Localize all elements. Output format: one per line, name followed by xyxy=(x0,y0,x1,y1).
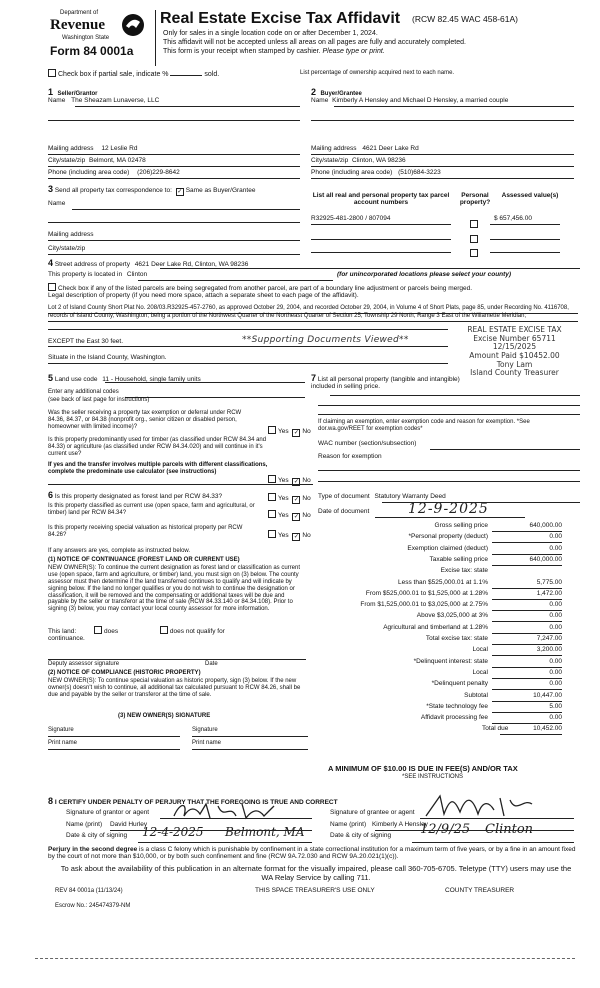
seller-phone[interactable]: (206)229-8642 xyxy=(137,169,180,176)
parcel-number[interactable]: R32925-481-2800 / 807094 xyxy=(311,215,391,222)
tax-row-label: From $1,525,000.01 to $3,025,000 at 2.75% xyxy=(360,601,488,608)
tax-row-label: *State technology fee xyxy=(426,703,488,710)
s5-q2b: If yes and the transfer involves multiple parcels with different classifications, complete the predominate use calculator (see instructions) xyxy=(48,462,268,475)
seller-phone-label: Phone (including area code) xyxy=(48,169,130,176)
minimum-due-note: A MINIMUM OF $10.00 IS DUE IN FEE(S) AND/OR TAX xyxy=(328,764,518,773)
tax-row-value[interactable]: 5,775.00 xyxy=(492,579,562,589)
grantor-signature[interactable] xyxy=(170,800,280,826)
s6-q3-answer: Yes ✓ No xyxy=(266,530,311,541)
s6-n2-title: (2) NOTICE OF COMPLIANCE (HISTORIC PROPERTY) xyxy=(48,670,201,676)
buyer-phone-label: Phone (including area code) xyxy=(311,169,393,176)
s4-situate: Situate in the Island County, Washington. xyxy=(48,354,167,361)
tax-row-label: Gross selling price xyxy=(434,522,488,529)
stamp-line-4: Amount Paid $10452.00 xyxy=(469,350,560,360)
stamp-line-2: Excise Number 65711 xyxy=(473,333,556,343)
doc-date-label: Date of document xyxy=(318,508,370,515)
ownership-note: List percentage of ownership acquired next to each name. xyxy=(300,70,455,76)
dept-line3: Washington State xyxy=(62,35,110,41)
buyer-phone[interactable]: (510)684-3223 xyxy=(398,169,441,176)
s6-n3-title: (3) NEW OWNER(S) SIGNATURE xyxy=(118,713,211,719)
buyer-name[interactable]: Kimberly A Hensley and Michael D Hensley, a married couple xyxy=(332,97,509,104)
wa-logo-icon xyxy=(120,12,146,38)
seller-city-label: City/state/zip xyxy=(48,157,86,164)
header-note-2: This affidavit will not be accepted unless all areas on all pages are fully and accurately completed. xyxy=(163,39,466,46)
perjury-certify: I CERTIFY UNDER PENALTY OF PERJURY THAT THE FOREGOING IS TRUE AND CORRECT xyxy=(54,799,338,806)
s6-q2-yes-checkbox[interactable] xyxy=(268,510,276,518)
s3-name-label: Name xyxy=(48,200,66,207)
s4-legal-label: Legal description of property (if you need more space, attach a separate sheet to each page of the affidavit). xyxy=(48,292,359,299)
buyer-city[interactable]: Clinton, WA 98236 xyxy=(352,157,406,164)
seller-mail-label: Mailing address xyxy=(48,145,94,152)
grantor-date-label: Date & city of signing xyxy=(66,832,128,839)
tax-row-value[interactable]: 0.00 xyxy=(492,669,562,679)
doc-type-label: Type of document xyxy=(318,493,370,500)
s6-n2-body: NEW OWNER(S): To continue special valuation as historic property, sign (3) below. If the new owner(s) doesn't wish to continue, all additional tax calculated pursuant to RCW 84.26, shall be due and payable by the seller or transferor at the time of sale. xyxy=(48,678,301,698)
tax-row-label: *Delinquent penalty xyxy=(431,680,488,687)
new-owner-signature-1-label: Signature xyxy=(48,727,74,733)
s5-label: Land use code xyxy=(54,376,98,383)
grantee-name-label: Name (print) xyxy=(330,821,367,828)
tax-row-value[interactable]: 0.00 xyxy=(492,624,562,634)
parcel-col-header: List all real and personal property tax parcel account numbers xyxy=(312,192,450,207)
same-as-buyer-checkbox[interactable]: ✓ xyxy=(177,189,183,195)
does-not-qualify-checkbox[interactable] xyxy=(160,626,168,634)
grantor-name[interactable]: David Hurley xyxy=(109,821,148,828)
s6-doesnot: does not qualify for xyxy=(169,628,225,635)
s5-q2: Is this property predominantly used for timber (as classified under RCW 84.34 and 84.33) or agriculture (as classified under RCW 84.34.020) and will continue in it's current use? xyxy=(48,437,267,457)
treasurer-use-only: THIS SPACE TREASURER'S USE ONLY xyxy=(255,887,375,894)
doc-type[interactable]: Statutory Warranty Deed xyxy=(374,493,446,500)
assessed-value[interactable]: $ 657,456.00 xyxy=(494,215,532,222)
buyer-mail[interactable]: 4621 Deer Lake Rd xyxy=(362,145,419,152)
s4-except: EXCEPT the East 30 feet. xyxy=(48,338,124,345)
partial-sale-row: Check box if partial sale, indicate % sold. xyxy=(48,69,219,79)
stamp-line-3: 12/15/2025 xyxy=(492,342,537,352)
tax-row-value[interactable]: 0.00 xyxy=(492,612,562,622)
header-note-1: Only for sales in a single location code on or after December 1, 2024. xyxy=(163,30,378,37)
s7-wac-label: WAC number (section/subsection) xyxy=(318,440,417,447)
tax-row-value[interactable]: 0.00 xyxy=(492,714,562,724)
tax-row-value[interactable]: 0.00 xyxy=(492,658,562,668)
property-address[interactable]: 4621 Deer Lake Rd, Clinton, WA 98236 xyxy=(134,261,249,268)
s6-q1-answer: Yes ✓ No xyxy=(266,493,311,504)
seller-name-label: Name xyxy=(48,97,66,104)
grantee-city[interactable]: Clinton xyxy=(485,822,534,837)
tax-row-label: From $525,000.01 to $1,525,000 at 1.28% xyxy=(365,590,488,597)
tax-row-value[interactable]: 7,247.00 xyxy=(492,635,562,645)
buyer-city-label: City/state/zip xyxy=(311,157,349,164)
supporting-docs-note: **Supporting Documents Viewed** xyxy=(242,335,409,345)
legal-description[interactable]: Lot 2 of Island County Short Plat No. 208/03.R32925-457-2760, as approved October 29, 2004, and recorded October 29, 2004, in Volume 4 of Short Plats, page 85, under Recording No. 4116708, records of Island County, Washington; being a portion of the Northwest Quarter of the Northeast Quarter of Section 25, Township 29 North, Range 3 East of the Willamette Meridian; xyxy=(48,305,569,319)
s6-n1-body: NEW OWNER(S): To continue the current designation as forest land or classification as current use (open space, farm and agriculture, or timber) land, you must sign on (3) below. The county assessor must then determine if the land transferred continues to qualify and will indicate by signing below. If the land no longer qualifies or you do not wish to continue the designation or classification, it will be removed and the compensating or additional taxes will be due and payable by the seller or transferor at the time of sale (RCW 84.33.140 or 84.34.108). Prior to signing (3) below, you may contact your local county assessor for more information. xyxy=(48,565,300,613)
grantee-date[interactable]: 12/9/25 xyxy=(420,822,471,837)
form-title: Real Estate Excise Tax Affidavit xyxy=(160,10,401,27)
does-qualify-checkbox[interactable] xyxy=(94,626,102,634)
tax-row-label: Affidavit processing fee xyxy=(420,714,488,721)
s4-seg: Check box if any of the listed parcels are being segregated from another parcel, are part of a boundary line adjustment or parcels being merged. xyxy=(58,285,473,292)
tax-row-value[interactable]: 3,200.00 xyxy=(492,646,562,656)
tax-row-label: Local xyxy=(472,646,488,653)
tax-row-label: *Personal property (deduct) xyxy=(408,533,488,540)
s3-mail-label: Mailing address xyxy=(48,231,94,238)
seller-city[interactable]: Belmont, MA 02478 xyxy=(89,157,146,164)
s6-q2-answer: Yes ✓ No xyxy=(266,510,311,521)
land-use-code[interactable]: 11 - Household, single family units xyxy=(102,376,201,383)
s7-label: List all personal property (tangible and intangible) included in selling price. xyxy=(311,376,460,391)
new-owner-signature-2-label: Signature xyxy=(192,727,218,733)
s6-continuance: continuance. xyxy=(48,635,85,642)
tax-row-label: Total due xyxy=(482,725,509,732)
seller-title: Seller/Grantor xyxy=(57,91,98,97)
grantee-date-label: Date & city of signing xyxy=(330,832,392,839)
s6-thisland: This land: xyxy=(48,628,77,635)
tax-row-label: Exemption claimed (deduct) xyxy=(407,545,488,552)
s6-q2-no-checkbox[interactable]: ✓ xyxy=(293,514,299,520)
s4-loc-note: (for unincorporated locations please select your county) xyxy=(337,271,512,278)
s5-q1-answer: Yes ✓ No xyxy=(266,426,311,437)
tax-row-value[interactable]: 10,447.00 xyxy=(492,692,562,702)
seller-name[interactable]: The Sheazam Lunaverse, LLC xyxy=(71,97,160,104)
tax-row-label: Above $3,025,000 at 3% xyxy=(416,612,488,619)
s6-q1-yes-checkbox[interactable] xyxy=(268,493,276,501)
grantee-signature-label: Signature of grantee or agent xyxy=(330,809,415,816)
form-number: Form 84 0001a xyxy=(50,44,134,58)
tax-row-value[interactable]: 0.00 xyxy=(492,545,562,555)
s6-q1: Is this property designated as forest land per RCW 84.33? xyxy=(54,493,223,500)
s3-city-label: City/state/zip xyxy=(48,245,86,252)
grantor-date[interactable]: 12-4-2025 xyxy=(142,825,204,839)
tax-row-value[interactable]: 0.00 xyxy=(492,601,562,611)
accessibility-note: To ask about the availability of this publication in an alternate format for the visually impaired, please call 360-705-6705. Teletype (TTY) users may use the WA Relay Service by calling 711. xyxy=(60,864,572,883)
tax-row-value[interactable]: 640,000.00 xyxy=(492,556,562,566)
stamp-line-6: Island County Treasurer xyxy=(452,369,577,378)
tax-row-value[interactable]: 1,472.00 xyxy=(492,590,562,600)
s7-reason-label: Reason for exemption xyxy=(318,453,382,460)
personal-property-checkbox-2[interactable] xyxy=(470,235,478,243)
rcw-ref: (RCW 82.45 WAC 458-61A) xyxy=(412,14,518,24)
buyer-mail-label: Mailing address xyxy=(311,145,357,152)
county-treasurer-label: COUNTY TREASURER xyxy=(445,887,515,894)
grantor-signature-label: Signature of grantor or agent xyxy=(66,809,150,816)
s6-q1-no-checkbox[interactable]: ✓ xyxy=(293,497,299,503)
doc-date[interactable]: 12-9-2025 xyxy=(408,501,489,517)
grantee-signature[interactable] xyxy=(420,792,540,825)
s5-add2: (see back of last page for instructions) xyxy=(48,397,150,403)
stamp-line-5: Tony Lam xyxy=(496,359,533,369)
s6-q3-no-checkbox[interactable]: ✓ xyxy=(293,534,299,540)
s6-q3: Is this property receiving special valuation as historical property per RCW 84.26? xyxy=(48,525,243,538)
dept-line1: Department of xyxy=(60,10,99,16)
stamp-line-1: REAL ESTATE EXCISE TAX xyxy=(467,325,562,334)
partial-sale-checkbox[interactable] xyxy=(48,69,56,77)
deputy-assessor-label: Deputy assessor signature xyxy=(48,661,120,667)
s6-n1-title: (1) NOTICE OF CONTINUANCE (FOREST LAND OR CURRENT USE) xyxy=(48,557,240,563)
tax-row-label: *Delinquent interest: state xyxy=(413,658,488,665)
header-note-3: This form is your receipt when stamped by cashier. Please type or print. xyxy=(163,48,385,55)
s5-q1-yes-checkbox[interactable] xyxy=(268,426,276,434)
grantor-city[interactable]: Belmont, MA xyxy=(225,825,305,839)
tax-row-value[interactable]: 10,452.00 xyxy=(500,725,562,735)
s5-q1: Was the seller receiving a property tax exemption or deferral under RCW 84.36, 84.37, or 84.38 (nonprofit org., senior citizen or disabled person, homeowner with limited income)? xyxy=(48,410,242,430)
tax-row-label: Total excise tax: state xyxy=(425,635,488,642)
buyer-title: Buyer/Grantee xyxy=(320,91,362,97)
tax-row-value[interactable]: 0.00 xyxy=(492,533,562,543)
tax-row-label: Subtotal xyxy=(464,692,488,699)
grantor-name-label: Name (print) xyxy=(66,821,103,828)
personal-property-checkbox-3[interactable] xyxy=(470,249,478,257)
tax-row-value[interactable]: 0.00 xyxy=(492,680,562,690)
treasurer-stamp xyxy=(452,326,577,378)
grantee-name[interactable]: Kimberly A Hensley xyxy=(371,821,428,828)
buyer-name-label: Name xyxy=(311,97,329,104)
escrow-number: Escrow No.: 245474379-NM xyxy=(55,903,131,909)
personal-col-header: Personal property? xyxy=(459,192,491,207)
assessed-col-header: Assessed value(s) xyxy=(501,192,559,199)
s6-does: does xyxy=(104,628,119,635)
s4-loc-label: This property is located in xyxy=(48,271,123,278)
s4-street-label: Street address of property xyxy=(54,261,130,268)
seller-mail[interactable]: 12 Leslie Rd xyxy=(101,145,138,152)
s3-label: Send all property tax correspondence to: xyxy=(54,187,172,194)
form-revision: REV 84 0001a (11/13/24) xyxy=(55,888,123,894)
perjury-notice: Perjury in the second degree is a class C felony which is punishable by confinement in a state correctional institution for a maximum term of five years, or by a fine in an amount fixed by the court of not more than $10,000, or by both such confinement and fine (RCW 9A.72.030 and RCW 9A.20.021(1)(c)). xyxy=(48,846,576,861)
dor-logo xyxy=(50,10,150,46)
new-owner-print-1-label: Print name xyxy=(48,740,78,746)
see-instructions: *SEE INSTRUCTIONS xyxy=(402,774,464,780)
property-location[interactable]: Clinton xyxy=(126,271,148,278)
perforation-line xyxy=(35,958,575,959)
tax-row-value[interactable]: 640,000.00 xyxy=(492,522,562,532)
s7-exemption: If claiming an exemption, enter exemption code and reason for exemption. *See dor.wa.gov/REET for exemption codes* xyxy=(318,419,530,432)
dept-line2: Revenue xyxy=(50,17,105,33)
tax-row-value[interactable]: 5.00 xyxy=(492,703,562,713)
s5-q2-no-checkbox[interactable]: ✓ xyxy=(293,479,299,485)
s6-q2: Is this property classified as current use (open space, farm and agricultural, or timber) land per RCW 84.34? xyxy=(48,503,255,516)
s3-same: Same as Buyer/Grantee xyxy=(185,187,256,194)
tax-row-label: Local xyxy=(472,669,488,676)
s5-q2-answer: Yes ✓ No xyxy=(266,475,311,486)
deputy-date-label: Date xyxy=(205,661,218,667)
tax-row-label: Agricultural and timberland at 1.28% xyxy=(383,624,488,631)
tax-row-label: Excise tax: state xyxy=(440,567,488,574)
s5-q2-yes-checkbox[interactable] xyxy=(268,475,276,483)
s5-add1: Enter any additional codes xyxy=(48,389,119,395)
tax-row-label: Less than $525,000.01 at 1.1% xyxy=(398,579,488,586)
s5-q1-no-checkbox[interactable]: ✓ xyxy=(293,430,299,436)
new-owner-print-2-label: Print name xyxy=(192,740,222,746)
s6-ifany: If any answers are yes, complete as instructed below. xyxy=(48,548,191,554)
personal-property-checkbox-1[interactable] xyxy=(470,220,478,228)
segregation-checkbox[interactable] xyxy=(48,283,56,291)
tax-row-label: Taxable selling price xyxy=(429,556,488,563)
grantee-signature-scribble-icon xyxy=(420,792,540,820)
